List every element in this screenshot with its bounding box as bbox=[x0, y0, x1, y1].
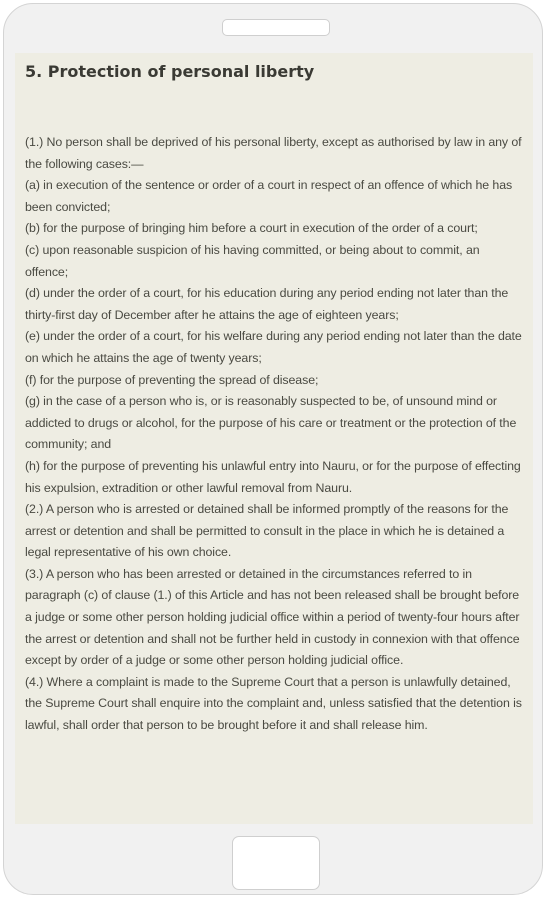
paragraph-1h: (h) for the purpose of preventing his unlawful entry into Nauru, or for the purpose of effecting his expulsion, extradition or other lawful removal from Nauru. bbox=[25, 458, 521, 495]
paragraph-2: (2.) A person who is arrested or detained shall be informed promptly of the reasons for the arrest or detention and shall be permitted to consult in the place in which he is detained a legal representative of his own choice. bbox=[25, 502, 509, 560]
phone-speaker bbox=[222, 19, 330, 36]
paragraph-1b: (b) for the purpose of bringing him before a court in execution of the order of a court; bbox=[25, 221, 478, 236]
article-content bbox=[15, 53, 533, 737]
home-button[interactable] bbox=[232, 836, 320, 890]
paragraph-1d: (d) under the order of a court, for his education during any period ending not later than the thirty-first day of December after he attains the age of eighteen years; bbox=[25, 286, 509, 322]
paragraph-1g: (g) in the case of a person who is, or is reasonably suspected to be, of unsound mind or addicted to drugs or alcohol, for the purpose of his care or treatment or the protection of the community; and bbox=[25, 394, 517, 452]
phone-frame bbox=[3, 3, 543, 895]
paragraph-1a: (a) in execution of the sentence or order of a court in respect of an offence of which he has been convicted; bbox=[25, 178, 513, 214]
paragraph-1: (1.) No person shall be deprived of his personal liberty, except as authorised by law in any of the following cases:— bbox=[25, 135, 522, 171]
paragraph-1c: (c) upon reasonable suspicion of his having committed, or being about to commit, an offence; bbox=[25, 242, 480, 279]
paragraph-3: (3.) A person who has been arrested or detained in the circumstances referred to in paragraph (c) of clause (1.) of this Article and has not been released shall be brought before a judge or some other person holding judicial office within a period of twenty-four hours after the arrest or detention and shall not be further held in custody in connexion with that offence except by order of a judge or some other person holding judicial office. bbox=[25, 566, 520, 668]
paragraph-4: (4.) Where a complaint is made to the Supreme Court that a person is unlawfully detained, the Supreme Court shall enquire into the complaint and, unless satisfied that the detention is lawful, shall order that person to be brought before it and shall release him. bbox=[25, 674, 522, 733]
article-title: 5. Protection of personal liberty bbox=[25, 62, 315, 81]
paragraph-1f: (f) for the purpose of preventing the spread of disease; bbox=[25, 372, 319, 387]
paragraph-1e: (e) under the order of a court, for his welfare during any period ending not later than the date on which he attains the age of twenty years; bbox=[25, 329, 522, 365]
article-body bbox=[25, 132, 525, 737]
phone-screen[interactable] bbox=[15, 53, 533, 824]
